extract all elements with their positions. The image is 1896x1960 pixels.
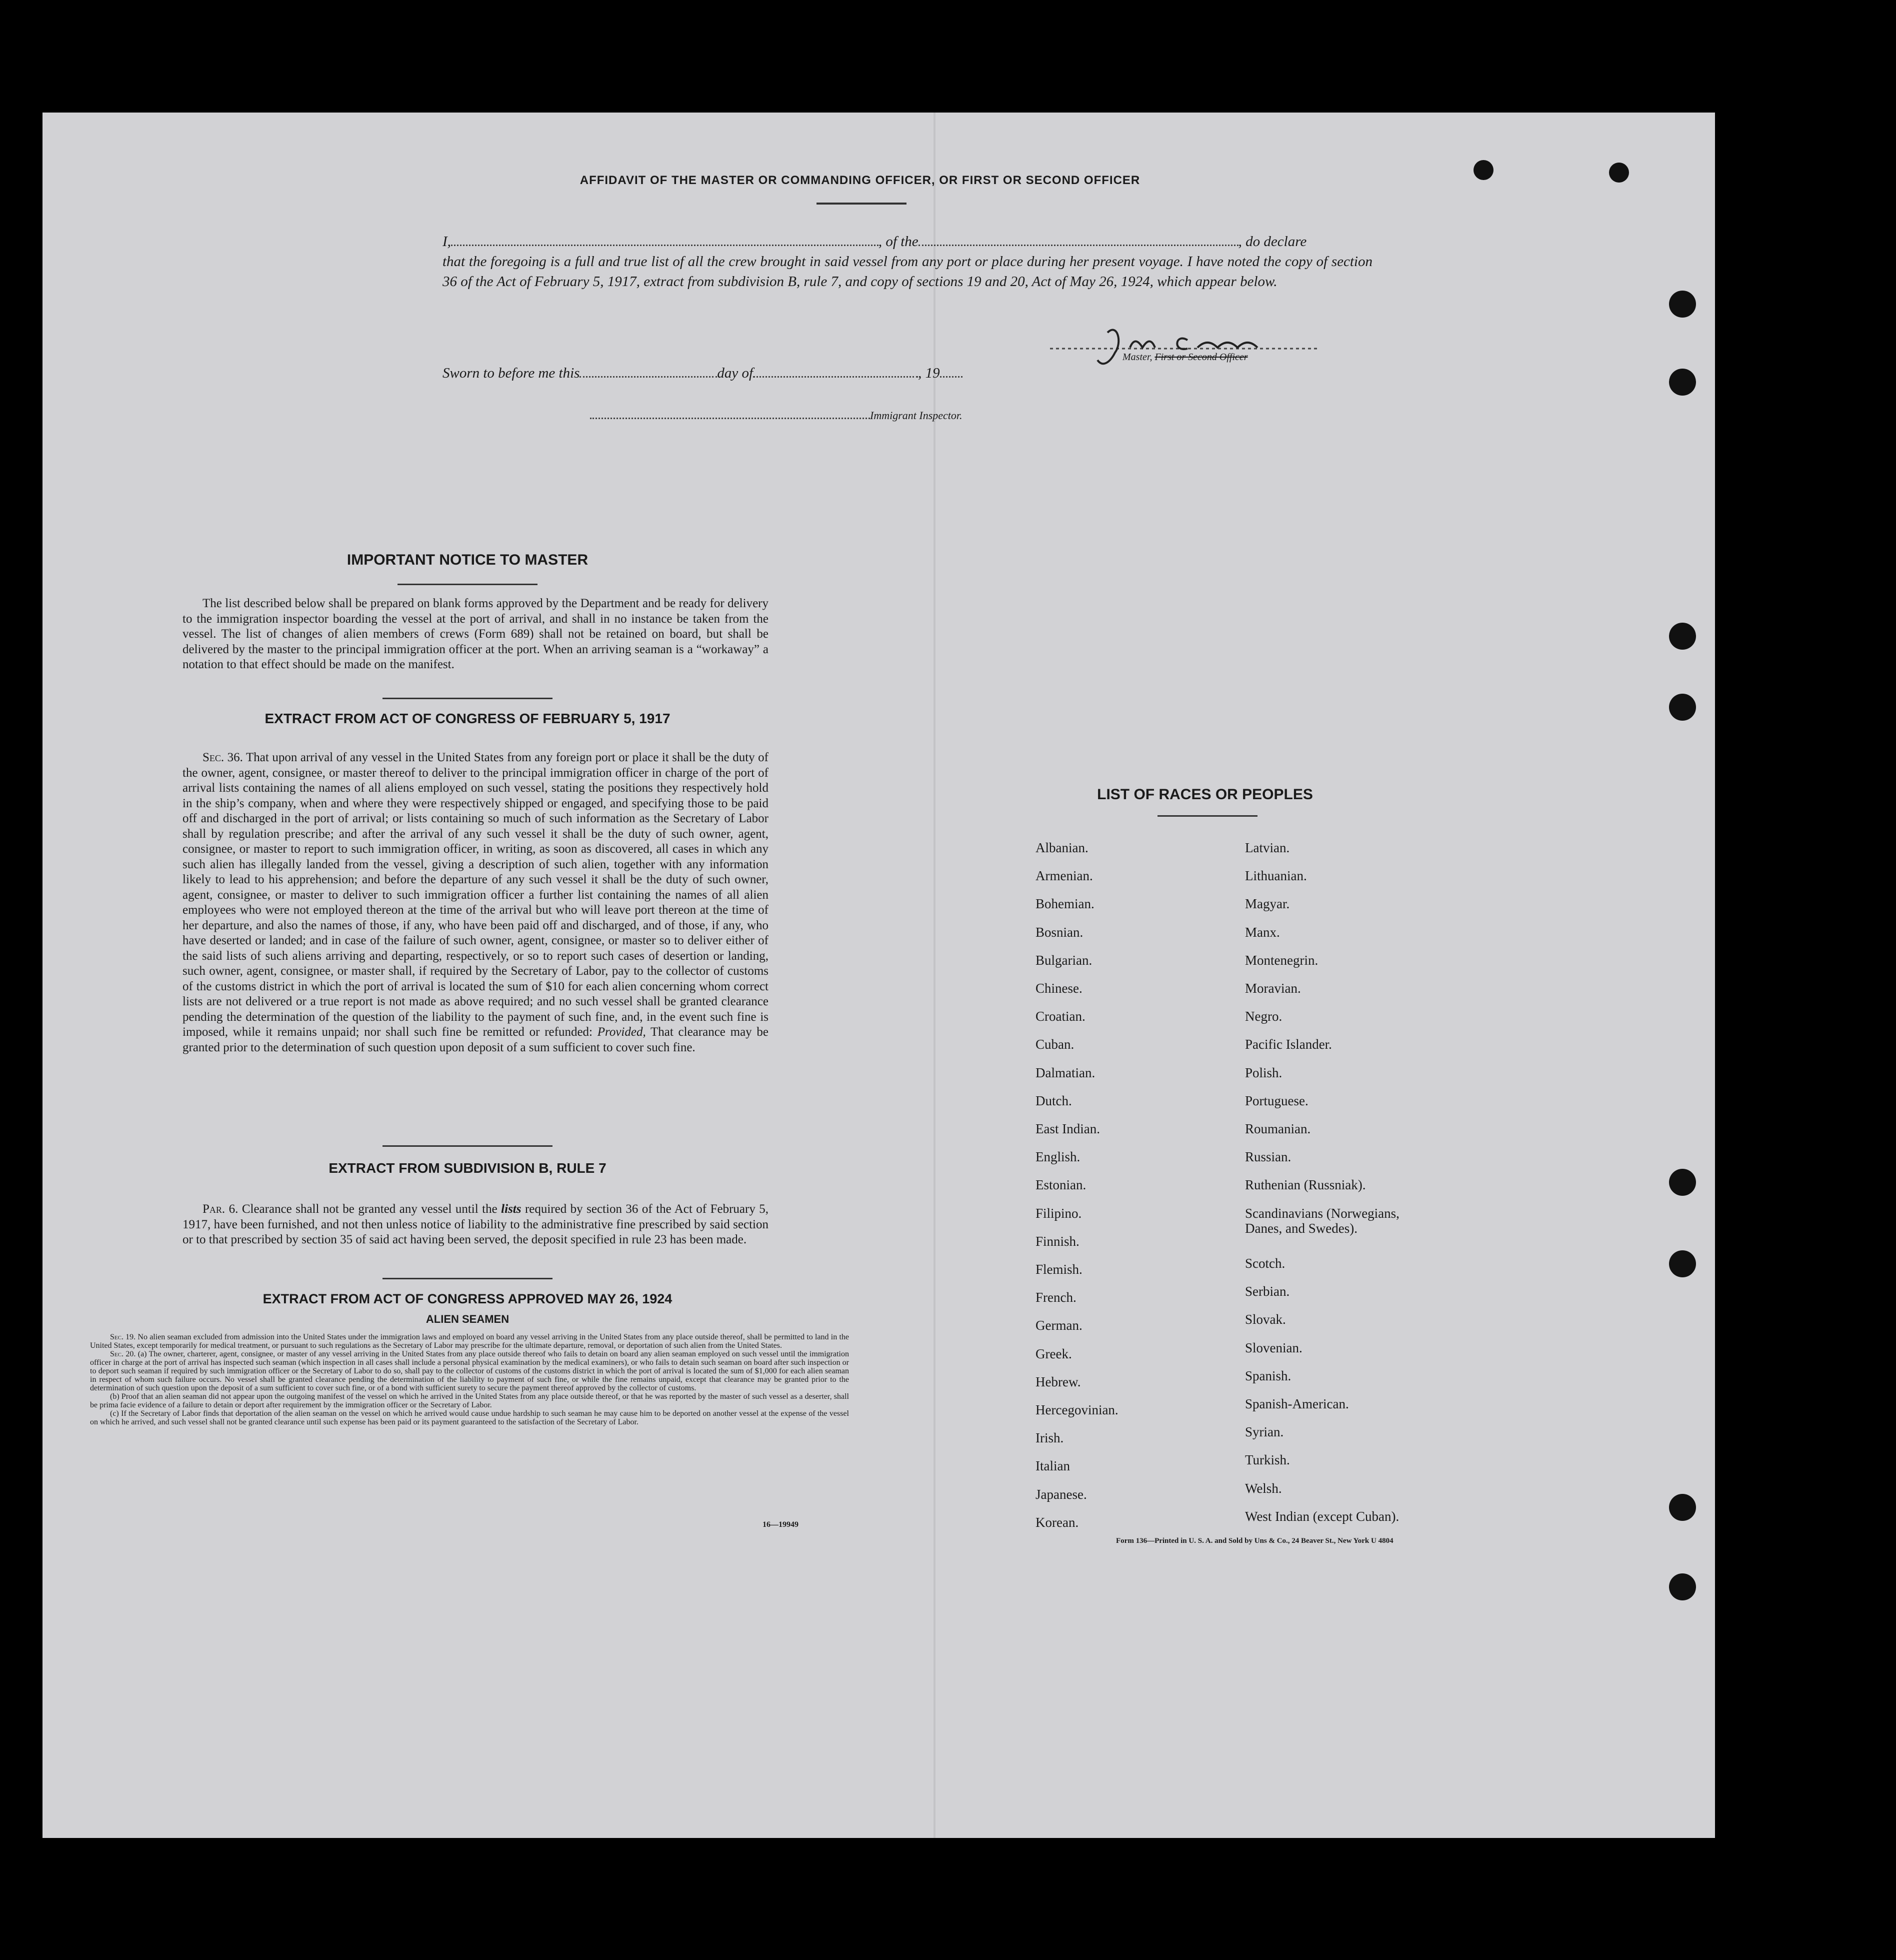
sec20-label: Sec. 20. [110,1350,136,1358]
race-item: German. [1036,1318,1082,1333]
race-item: West Indian (except Cuban). [1245,1508,1400,1524]
rule7-paragraph [182,1202,768,1248]
declaration-of: , of the [878,234,918,250]
declaration-line [442,232,1372,252]
race-item: Filipino. [1036,1205,1082,1221]
race-item: Serbian. [1245,1284,1290,1299]
notice-text [182,596,768,673]
rule7-text [182,1202,768,1248]
race-item: Pacific Islander. [1245,1037,1332,1052]
race-item: Croatian. [1036,1009,1086,1024]
act1924-subtitle: ALIEN SEAMEN [426,1313,510,1325]
race-item: Albanian. [1036,840,1088,855]
declaration-declare: , do declare [1238,234,1307,250]
race-item: Scotch. [1245,1256,1286,1271]
race-item: Armenian. [1036,868,1093,884]
race-item: Ruthenian (Russniak). [1245,1177,1366,1193]
race-item: Dalmatian. [1036,1065,1096,1080]
race-item: Roumanian. [1245,1121,1311,1136]
sworn-month-blank[interactable] [753,366,918,378]
race-item: Hercegovinian. [1036,1402,1118,1417]
race-item: Magyar. [1245,896,1290,912]
race-item: Bohemian. [1036,896,1094,912]
sec20a-body: (a) The owner, charterer, agent, consignee, or master of any vessel arriving in the United States from any place outside thereof who fails to detain on board any alien seaman employed on such vessel until the immigration officer in charge at the port of arrival has inspected such seaman (which inspection in all cases shall include a personal physical examination by the medical examiners), or who fails to detain such seaman on board after such inspection or to deport such seaman if required by such immigration officer or the Secretary of Labor to do so, shall pay to the collector of customs of the customs district in which the port of arrival is located the sum of $1,000 for each alien seaman in respect of whom such failure occurs. No vessel shall be granted clearance pending the determination of the liability to payment of such fine, or while the fine remains unpaid, except that clearance may be granted prior to the determination of such question upon the deposit of a sum sufficient to cover such fine, or of a bond with sufficient surety to secure the payment thereof approved by the collector of customs. [90,1350,850,1392]
sworn-year-blank[interactable] [940,366,962,378]
name-blank[interactable] [451,235,878,246]
notice-title: IMPORTANT NOTICE TO MASTER [346,552,588,568]
act1924-text [90,1333,849,1426]
form-code: 16—19949 [762,1520,798,1529]
punch-hole [1669,1250,1696,1277]
sec20b-paragraph: (b) Proof that an alien seaman did not appear upon the outgoing manifest of the vessel on which he arrived in the United States from any place outside thereof, or that he was reported by the master of such vessel as a deserter, shall be prima facie evidence of a failure to detain or deport after requirement by the immigration officer or the Secretary of Labor. [90,1392,849,1409]
races-rule [1158,815,1258,817]
race-item: English. [1036,1149,1080,1165]
sworn-line [442,365,962,382]
punch-hole [1669,1494,1696,1521]
document-sheet [42,113,1715,1838]
sworn-year: , 19 [918,365,940,381]
printer-footer: Form 136—Printed in U. S. A. and Sold by Uns & Co., 24 Beaver St., New York U 4804 [1116,1537,1394,1545]
race-item: Slovenian. [1245,1340,1302,1355]
punch-hole [1474,160,1494,180]
sworn-day-of: day of [717,365,754,381]
signature-mark [1022,313,1342,373]
race-item: Polish. [1245,1065,1282,1080]
punch-hole [1669,623,1696,650]
rule7-title: EXTRACT FROM SUBDIVISION B, RULE 7 [328,1160,606,1176]
race-item: Cuban. [1036,1037,1074,1052]
race-item: East Indian. [1036,1121,1100,1136]
inspector-blank[interactable] [590,408,870,419]
race-item: Latvian. [1245,840,1290,855]
rule7-lists: lists [501,1202,522,1216]
act1924-title: EXTRACT FROM ACT OF CONGRESS APPROVED MAY 26, 1924 [262,1291,672,1306]
race-item: Montenegrin. [1245,952,1318,968]
race-item: Bulgarian. [1036,952,1092,968]
inspector-line [590,408,962,422]
declaration-i: I, [442,234,451,250]
race-item: Syrian. [1245,1424,1284,1440]
affidavit-title: AFFIDAVIT OF THE MASTER OR COMMANDING OFFICER, OR FIRST OR SECOND OFFICER [580,174,1140,187]
sec20a-paragraph [90,1350,849,1392]
act1917-section: Sec. 36. [202,751,243,764]
punch-hole [1669,369,1696,396]
rule7-par: Par. 6. [202,1202,238,1216]
role-master: Master, [1122,352,1155,363]
race-item: Welsh. [1245,1480,1282,1496]
vessel-blank[interactable] [918,235,1238,246]
race-item: Scandinavians (Norwegians, Danes, and Swedes). [1245,1205,1400,1236]
act1917-body: That upon arrival of any vessel in the United States from any foreign port or place it shall be the duty of the owner, agent, consignee, or master thereof to deliver to the principal immigration officer in charge of the port of arrival lists containing the names of all aliens employed on such vessel, stating the positions they respectively hold in the ship’s company, when and where they were respectively shipped or engaged, and specifying those to be paid off and discharged in the port of arrival; or lists containing so much of such information as the Secretary of Labor shall by regulation prescribe; and after the arrival of any such vessel it shall be the duty of such owner, agent, consignee, or master to report to such immigration officer, in writing, as soon as discovered, all cases in which any such alien has illegally landed from the vessel, giving a description of such alien, together with any information likely to lead to his apprehension; and before the departure of any such vessel it shall be the duty of such owner, agent, consignee, or master to deliver to such immigration officer a further list containing the names of all alien employees who were not employed thereon at the time of the arrival but who will leave port thereon at the time of her departure, and also the names of those, if any, who have been paid off and discharged, and of those, if any, who have deserted or landed; and in case of the failure of such owner, agent, consignee, or master so to deliver either of the said lists of such aliens arriving and departing, respectively, or so to report such cases of desertion or landing, such owner, agent, consignee, or master shall, if required by the Secretary of Labor, pay to the collector of customs of the customs district in which the port of arrival is located the sum of $10 for each alien concerning whom correct lists are not delivered or a true report is not made as above required; and no such vessel shall be granted clearance pending the determination of the question of the liability to the payment of such fine, and, in the event such fine is imposed, while it remains unpaid; nor shall such fine be remitted or refunded: [182,751,769,1039]
act1917-title: EXTRACT FROM ACT OF CONGRESS OF FEBRUARY 5, 1917 [264,711,670,726]
rule7-text-b: required by section 36 of the Act of February 5, 1917, have been furnished, and not then unless notice of liability to the administrative fine prescribed by said section or to that prescribed by section 35 of said act having been served, the deposit specified in rule 23 has been made. [182,1202,769,1246]
race-item: Japanese. [1036,1486,1087,1502]
race-item: Italian [1036,1458,1070,1474]
race-item: Lithuanian. [1245,868,1307,884]
race-item: Russian. [1245,1149,1292,1165]
race-item: Finnish. [1036,1233,1080,1249]
punch-hole [1669,291,1696,318]
title-rule [816,203,906,205]
races-title: LIST OF RACES OR PEOPLES [1097,786,1313,803]
race-item: Flemish. [1036,1262,1082,1277]
punch-hole [1669,694,1696,721]
race-item: Moravian. [1245,981,1301,996]
act1917-provided: Provided, [597,1025,646,1039]
notice-rule [398,584,538,585]
affidavit-declaration [442,232,1372,292]
notice-divider [382,698,552,699]
race-item: Manx. [1245,924,1280,940]
signature-block [1022,313,1342,373]
race-item: Irish. [1036,1430,1064,1446]
inspector-label: Immigrant Inspector. [870,409,962,422]
race-item: Hebrew. [1036,1374,1081,1389]
sec19-label: Sec. 19. [110,1333,136,1341]
notice-paragraph: The list described below shall be prepared on blank forms approved by the Department and be ready for delivery to the immigration inspector boarding the vessel at the port of arrival, and shall in no instance be taken from the vessel. The list of changes of alien members of crews (Form 689) shall not be retained on board, but shall be delivered by the master to the principal immigration officer at the port. When an arriving seaman is a “workaway” a notation to that effect should be made on the manifest. [182,597,768,671]
race-item: Portuguese. [1245,1093,1308,1108]
declaration-body: that the foregoing is a full and true list of all the crew brought in said vessel from any port or place during her present voyage. I have noted the copy of section 36 of the Act of February 5, 1917, extract from subdivision B, rule 7, and copy of sections 19 and 20, Act of May 26, 1924, which appear below. [442,254,1372,290]
act1917-divider [382,1145,552,1147]
race-item: Greek. [1036,1346,1072,1361]
sworn-day-blank[interactable] [580,366,717,378]
race-item: Bosnian. [1036,924,1084,940]
race-item: Korean. [1036,1514,1079,1530]
race-item: Chinese. [1036,981,1082,996]
act1917-end: That clearance may be granted prior to the determination of such question upon deposit of a sum sufficient to cover such fine. [182,1025,768,1054]
race-item: Dutch. [1036,1093,1072,1108]
sec20c-paragraph: (c) If the Secretary of Labor finds that deportation of the alien seaman on the vessel on which he arrived would cause undue hardship to such seaman he may cause him to be deported on another vessel at the expense of the vessel on which he arrived, and such vessel shall not be granted clearance until such expense has been paid or its payment guaranteed to the satisfaction of the Secretary of Labor. [90,1409,849,1426]
race-item: Estonian. [1036,1177,1086,1193]
act1917-paragraph [182,750,768,1055]
race-item: Turkish. [1245,1452,1290,1468]
act1917-text [182,750,768,1055]
signature-role [1122,352,1248,363]
punch-hole [1609,163,1629,183]
sec19-paragraph [90,1333,849,1350]
role-struck: First or Second Officer [1154,352,1248,363]
punch-hole [1669,1573,1696,1600]
race-item: Spanish. [1245,1368,1292,1383]
sworn-prefix: Sworn to before me this [442,365,580,381]
sec19-body: No alien seaman excluded from admission into the United States under the immigration laws and employed on board any vessel arriving in the United States from any place outside thereof, shall be permitted to land in the United States, except temporarily for medical treatment, or pursuant to such regulations as the Secretary of Labor may prescribe for the ultimate departure, removal, or deportation of such alien from the United States. [90,1333,849,1350]
race-item: Slovak. [1245,1312,1286,1327]
punch-hole [1669,1169,1696,1196]
race-item: Spanish-American. [1245,1396,1349,1411]
race-item: Negro. [1245,1009,1282,1024]
rule7-text-a: Clearance shall not be granted any vessel until the [242,1202,498,1216]
race-item: French. [1036,1290,1076,1305]
rule7-divider [382,1278,552,1279]
